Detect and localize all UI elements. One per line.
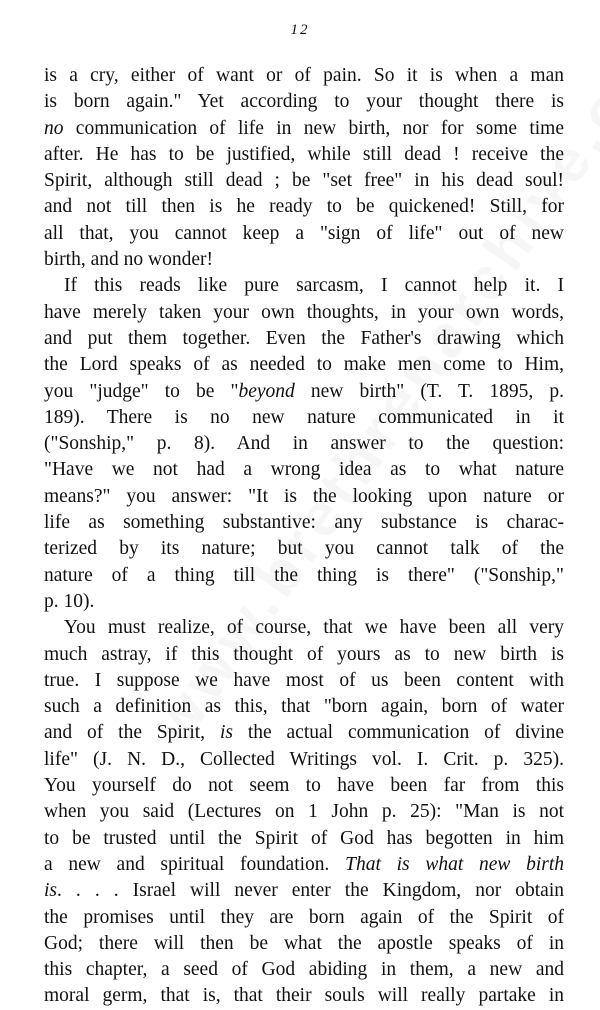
text-line: and not till then is he ready to be quickened! Still, for [44,196,564,218]
text-line: God; there will then be what the apostle speaks of in [44,932,564,954]
text-line: life as something substantive: any substance is charac- [44,512,564,534]
text-line: Spirit, although still dead ; be "set free" in his dead soul! [44,170,564,192]
emphasis-text: That is what new birth [345,853,564,875]
text-line: 189). There is no new nature communicated in it [44,406,564,428]
text-line: the Lord speaks of as needed to make men come to Him, [44,354,564,376]
text-line: have merely taken your own thoughts, in your own words, [44,301,564,323]
page-number: 12 [290,22,310,38]
text-line: you "judge" to be "beyond new birth" (T. T. 1895, p. [44,380,564,402]
text-line: after. He has to be justified, while still dead ! receive the [44,143,564,165]
emphasis-text: is [44,880,58,902]
text-line: "Have we not had a wrong idea as to what nature [44,459,564,481]
text-line: when you said (Lectures on 1 John p. 25): "Man is not [44,801,564,823]
text-line: is a cry, either of want or of pain. So it is when a man [44,65,564,86]
paragraph-start: You must realize, of course, that we have been all very [64,617,564,639]
text-line: and put them together. Even the Father's drawing which [44,327,564,349]
body-text [44,63,564,1010]
text-line: true. I suppose we have most of us been content with [44,669,564,691]
text-line: moral germ, that is, that their souls will really partake in [44,985,564,1007]
text-line: means?" you answer: "It is the looking upon nature or [44,485,564,507]
text-line: the promises until they are born again of the Spirit of [44,906,564,928]
text-line: a new and spiritual foundation. That is what new birth [44,853,564,875]
text-line: ("Sonship," p. 8). And in answer to the question: [44,433,564,455]
text-line: is. . . . Israel will never enter the Kingdom, nor obtain [44,880,564,902]
text-line: nature of a thing till the thing is there" ("Sonship," [44,564,564,586]
text-line: much astray, if this thought of yours as to new birth is [44,643,564,665]
text-line: terized by its nature; but you cannot talk of the [44,538,564,560]
paragraph-start: If this reads like pure sarcasm, I cannot help it. I [64,275,564,297]
text-line: all that, you cannot keep a "sign of life" out of new [44,222,564,244]
text-line: and of the Spirit, is the actual communication of divine [44,722,564,744]
text-line: birth, and no wonder! [44,249,213,271]
text-line: such a definition as this, that "born again, born of water [44,696,564,718]
text-line: this chapter, a seed of God abiding in them, a new and [44,959,564,981]
text-line: You yourself do not seem to have been far from this [44,775,564,797]
text-line: to be trusted until the Spirit of God has begotten in him [44,827,564,849]
emphasis-text: no [44,117,64,139]
text-line: p. 10). [44,590,95,612]
text-line: life" (J. N. D., Collected Writings vol. I. Crit. p. 325). [44,748,564,770]
text-line: no communication of life in new birth, nor for some time [44,117,564,139]
emphasis-text: beyond [238,380,295,402]
emphasis-text: is [219,722,233,744]
text-line: is born again." Yet according to your thought there is [44,91,564,113]
